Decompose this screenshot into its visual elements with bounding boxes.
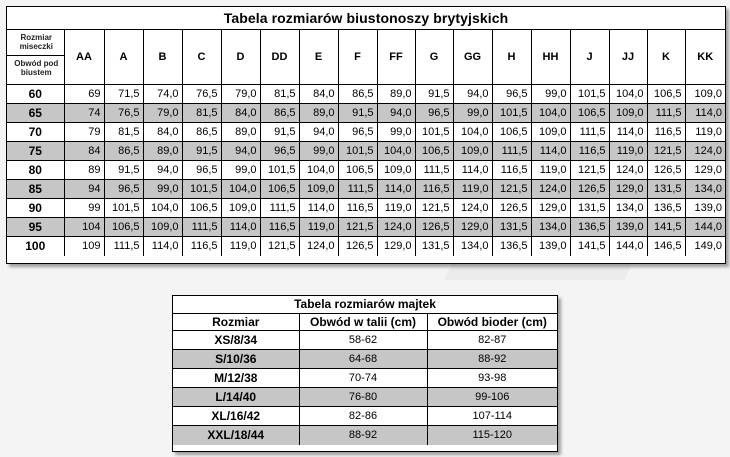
bust-measurement-cell: 111,5 [647,104,685,123]
cup-header-jj: JJ [609,30,647,85]
bust-measurement-cell: 116,5 [570,142,609,161]
bust-measurement-cell: 89 [64,161,104,180]
bra-table-row [7,161,725,180]
bust-measurement-cell: 109,0 [685,85,725,104]
bust-measurement-cell: 126,5 [492,199,531,218]
bust-measurement-cell: 109 [64,237,104,256]
underbust-size-cell: 80 [7,161,64,180]
hips-range-cell: 82-87 [427,331,557,350]
bust-measurement-cell: 81,5 [260,85,299,104]
bust-measurement-cell: 124,0 [453,199,492,218]
bust-measurement-cell: 109,0 [453,142,492,161]
underbust-size-cell: 90 [7,199,64,218]
bust-measurement-cell: 109,0 [531,123,570,142]
bust-measurement-cell: 121,5 [570,161,609,180]
underbust-label: Obwód pod biustem [14,59,59,77]
bust-measurement-cell: 84,0 [221,104,260,123]
cup-header-aa: AA [64,30,104,85]
bust-measurement-cell: 109,0 [143,218,182,237]
bust-measurement-cell: 94 [64,180,104,199]
bust-measurement-cell: 91,5 [260,123,299,142]
cup-header-gg: GG [453,30,492,85]
waist-range-cell: 58-62 [299,331,427,350]
bust-measurement-cell: 99 [64,199,104,218]
bust-measurement-cell: 91,5 [182,142,221,161]
bust-measurement-cell: 146,5 [647,237,685,256]
bust-measurement-cell: 131,5 [570,199,609,218]
bust-measurement-cell: 96,5 [338,123,377,142]
bust-measurement-cell: 79,0 [221,85,260,104]
bust-measurement-cell: 101,5 [492,104,531,123]
bust-measurement-cell: 86,5 [104,142,143,161]
underbust-size-cell: 75 [7,142,64,161]
bust-measurement-cell: 106,5 [492,123,531,142]
waist-range-cell: 64-68 [299,350,427,369]
bust-measurement-cell: 101,5 [260,161,299,180]
panties-table-row [173,407,557,426]
bust-measurement-cell: 99,0 [377,123,415,142]
bust-measurement-cell: 136,5 [570,218,609,237]
bust-measurement-cell: 124,0 [377,218,415,237]
cup-header-k: K [647,30,685,85]
bust-measurement-cell: 119,0 [685,123,725,142]
bust-measurement-cell: 106,5 [570,104,609,123]
bust-measurement-cell: 114,0 [685,104,725,123]
cup-header-d: D [221,30,260,85]
bust-measurement-cell: 101,5 [415,123,453,142]
bust-measurement-cell: 101,5 [570,85,609,104]
bust-measurement-cell: 104,0 [299,161,338,180]
bust-measurement-cell: 91,5 [104,161,143,180]
bra-table-row [7,142,725,161]
bust-measurement-cell: 104,0 [609,85,647,104]
bust-measurement-cell: 124,0 [685,142,725,161]
bust-measurement-cell: 144,0 [609,237,647,256]
cup-header-ff: FF [377,30,415,85]
bust-measurement-cell: 109,0 [609,104,647,123]
hips-range-cell: 99-106 [427,388,557,407]
bust-measurement-cell: 116,5 [492,161,531,180]
bust-measurement-cell: 71,5 [104,85,143,104]
cup-header-c: C [182,30,221,85]
bust-measurement-cell: 129,0 [531,199,570,218]
underbust-size-cell: 100 [7,237,64,256]
bust-measurement-cell: 84 [64,142,104,161]
bust-measurement-cell: 119,0 [531,161,570,180]
bust-measurement-cell: 134,0 [685,180,725,199]
bust-measurement-cell: 114,0 [143,237,182,256]
bust-measurement-cell: 126,5 [570,180,609,199]
bust-measurement-cell: 139,0 [531,237,570,256]
underbust-size-cell: 70 [7,123,64,142]
cup-header-j: J [570,30,609,85]
bust-measurement-cell: 106,5 [338,161,377,180]
panties-size-table [172,295,558,452]
bust-measurement-cell: 111,5 [338,180,377,199]
hips-range-cell: 115-120 [427,426,557,445]
bust-measurement-cell: 111,5 [104,237,143,256]
bust-measurement-cell: 126,5 [415,218,453,237]
bust-measurement-cell: 131,5 [415,237,453,256]
bust-measurement-cell: 94,0 [299,123,338,142]
bust-measurement-cell: 89,0 [143,142,182,161]
bust-measurement-cell: 91,5 [338,104,377,123]
bust-measurement-cell: 114,0 [531,142,570,161]
bust-measurement-cell: 109,0 [299,180,338,199]
bust-measurement-cell: 121,5 [647,142,685,161]
bust-measurement-cell: 111,5 [570,123,609,142]
bust-measurement-cell: 106,5 [415,142,453,161]
bust-measurement-cell: 99,0 [143,180,182,199]
bust-measurement-cell: 106,5 [260,180,299,199]
bra-size-table [6,6,726,264]
hips-range-cell: 93-98 [427,369,557,388]
bust-measurement-cell: 84,0 [143,123,182,142]
cup-header-hh: HH [531,30,570,85]
panties-table-row [173,331,557,350]
bust-measurement-cell: 106,5 [104,218,143,237]
waist-column-header: Obwód w talii (cm) [299,314,427,331]
bust-measurement-cell: 116,5 [260,218,299,237]
panty-size-cell: XL/16/42 [173,407,299,426]
bust-measurement-cell: 96,5 [182,161,221,180]
waist-range-cell: 70-74 [299,369,427,388]
panties-table-row [173,388,557,407]
bust-measurement-cell: 134,0 [531,218,570,237]
bust-measurement-cell: 129,0 [377,237,415,256]
bust-measurement-cell: 81,5 [182,104,221,123]
bust-measurement-cell: 104,0 [143,199,182,218]
bust-measurement-cell: 104 [64,218,104,237]
panty-size-cell: S/10/36 [173,350,299,369]
bust-measurement-cell: 119,0 [377,199,415,218]
bust-measurement-cell: 121,5 [492,180,531,199]
bust-measurement-cell: 121,5 [415,199,453,218]
bust-measurement-cell: 94,0 [453,85,492,104]
underbust-size-cell: 60 [7,85,64,104]
bust-measurement-cell: 129,0 [609,180,647,199]
hips-column-header: Obwód bioder (cm) [427,314,557,331]
bust-measurement-cell: 86,5 [182,123,221,142]
bust-measurement-cell: 119,0 [453,180,492,199]
bust-measurement-cell: 96,5 [260,142,299,161]
bust-measurement-cell: 111,5 [415,161,453,180]
bust-measurement-cell: 124,0 [531,180,570,199]
bust-measurement-cell: 141,5 [570,237,609,256]
bust-measurement-cell: 124,0 [299,237,338,256]
bra-table-row [7,199,725,218]
bust-measurement-cell: 121,5 [338,218,377,237]
bust-measurement-cell: 99,0 [299,142,338,161]
bust-measurement-cell: 94,0 [377,104,415,123]
panty-size-cell: XS/8/34 [173,331,299,350]
hips-range-cell: 88-92 [427,350,557,369]
bust-measurement-cell: 114,0 [453,161,492,180]
underbust-size-cell: 95 [7,218,64,237]
cup-header-b: B [143,30,182,85]
bust-measurement-cell: 144,0 [685,218,725,237]
bust-measurement-cell: 101,5 [182,180,221,199]
bra-table-row [7,237,725,256]
bust-measurement-cell: 91,5 [415,85,453,104]
panty-size-cell: M/12/38 [173,369,299,388]
bust-measurement-cell: 96,5 [492,85,531,104]
waist-range-cell: 82-86 [299,407,427,426]
panties-table-row [173,426,557,445]
cup-header-dd: DD [260,30,299,85]
hips-range-cell: 107-114 [427,407,557,426]
bust-measurement-cell: 131,5 [647,180,685,199]
bust-measurement-cell: 119,0 [609,142,647,161]
bust-measurement-cell: 111,5 [260,199,299,218]
bust-measurement-cell: 129,0 [685,161,725,180]
bust-measurement-cell: 131,5 [492,218,531,237]
bust-measurement-cell: 106,5 [647,85,685,104]
bust-measurement-cell: 136,5 [492,237,531,256]
bust-measurement-cell: 86,5 [260,104,299,123]
bust-measurement-cell: 114,0 [299,199,338,218]
bust-measurement-cell: 116,5 [338,199,377,218]
bra-table-row [7,218,725,237]
bust-measurement-cell: 84,0 [299,85,338,104]
bust-measurement-cell: 149,0 [685,237,725,256]
bust-measurement-cell: 116,5 [415,180,453,199]
cup-header-e: E [299,30,338,85]
bust-measurement-cell: 134,0 [453,237,492,256]
bust-measurement-cell: 141,5 [647,218,685,237]
bust-measurement-cell: 81,5 [104,123,143,142]
bust-measurement-cell: 79,0 [143,104,182,123]
size-column-header: Rozmiar [173,314,299,331]
cup-header-g: G [415,30,453,85]
bra-table-row [7,104,725,123]
bra-table-row [7,180,725,199]
bra-table-row [7,123,725,142]
underbust-size-cell: 65 [7,104,64,123]
bust-measurement-cell: 74,0 [143,85,182,104]
panties-table-title: Tabela rozmiarów majtek [173,296,557,314]
bust-measurement-cell: 119,0 [299,218,338,237]
bust-measurement-cell: 119,0 [221,237,260,256]
cup-header-f: F [338,30,377,85]
bust-measurement-cell: 89,0 [299,104,338,123]
panties-size-grid [173,314,557,445]
panties-table-row [173,350,557,369]
bust-measurement-cell: 104,0 [221,180,260,199]
bust-measurement-cell: 116,5 [182,237,221,256]
bust-measurement-cell: 124,0 [609,161,647,180]
cup-size-label: Rozmiar miseczki [7,30,64,56]
bust-measurement-cell: 104,0 [377,142,415,161]
panties-table-row [173,369,557,388]
bust-measurement-cell: 101,5 [104,199,143,218]
bust-measurement-cell: 89,0 [221,123,260,142]
bust-measurement-cell: 104,0 [453,123,492,142]
bra-size-grid [7,30,725,256]
bust-measurement-cell: 114,0 [221,218,260,237]
bust-measurement-cell: 86,5 [338,85,377,104]
bust-measurement-cell: 101,5 [338,142,377,161]
bust-measurement-cell: 74 [64,104,104,123]
bust-measurement-cell: 76,5 [104,104,143,123]
bust-measurement-cell: 129,0 [453,218,492,237]
bust-measurement-cell: 136,5 [647,199,685,218]
bust-measurement-cell: 96,5 [104,180,143,199]
bust-measurement-cell: 94,0 [221,142,260,161]
bust-measurement-cell: 116,5 [647,123,685,142]
panty-size-cell: L/14/40 [173,388,299,407]
waist-range-cell: 76-80 [299,388,427,407]
bust-measurement-cell: 96,5 [415,104,453,123]
bust-measurement-cell: 109,0 [377,161,415,180]
cup-header-a: A [104,30,143,85]
bust-measurement-cell: 99,0 [453,104,492,123]
bust-measurement-cell: 76,5 [182,85,221,104]
panties-header-row [173,314,557,331]
bust-measurement-cell: 114,0 [609,123,647,142]
bust-measurement-cell: 139,0 [609,218,647,237]
cup-header-kk: KK [685,30,725,85]
bra-table-title: Tabela rozmiarów biustonoszy brytyjskich [7,7,725,30]
bust-measurement-cell: 89,0 [377,85,415,104]
bust-measurement-cell: 139,0 [685,199,725,218]
waist-range-cell: 88-92 [299,426,427,445]
bust-measurement-cell: 99,0 [531,85,570,104]
bra-table-row [7,85,725,104]
bust-measurement-cell: 104,0 [531,104,570,123]
bust-measurement-cell: 126,5 [338,237,377,256]
corner-cell [7,30,64,85]
bust-measurement-cell: 69 [64,85,104,104]
bust-measurement-cell: 121,5 [260,237,299,256]
bust-measurement-cell: 94,0 [143,161,182,180]
bust-measurement-cell: 106,5 [182,199,221,218]
cup-header-row [7,30,725,85]
bust-measurement-cell: 114,0 [377,180,415,199]
underbust-size-cell: 85 [7,180,64,199]
bust-measurement-cell: 111,5 [492,142,531,161]
bust-measurement-cell: 134,0 [609,199,647,218]
cup-header-h: H [492,30,531,85]
bust-measurement-cell: 99,0 [221,161,260,180]
bust-measurement-cell: 126,5 [647,161,685,180]
bust-measurement-cell: 79 [64,123,104,142]
panty-size-cell: XXL/18/44 [173,426,299,445]
bust-measurement-cell: 111,5 [182,218,221,237]
bust-measurement-cell: 109,0 [221,199,260,218]
